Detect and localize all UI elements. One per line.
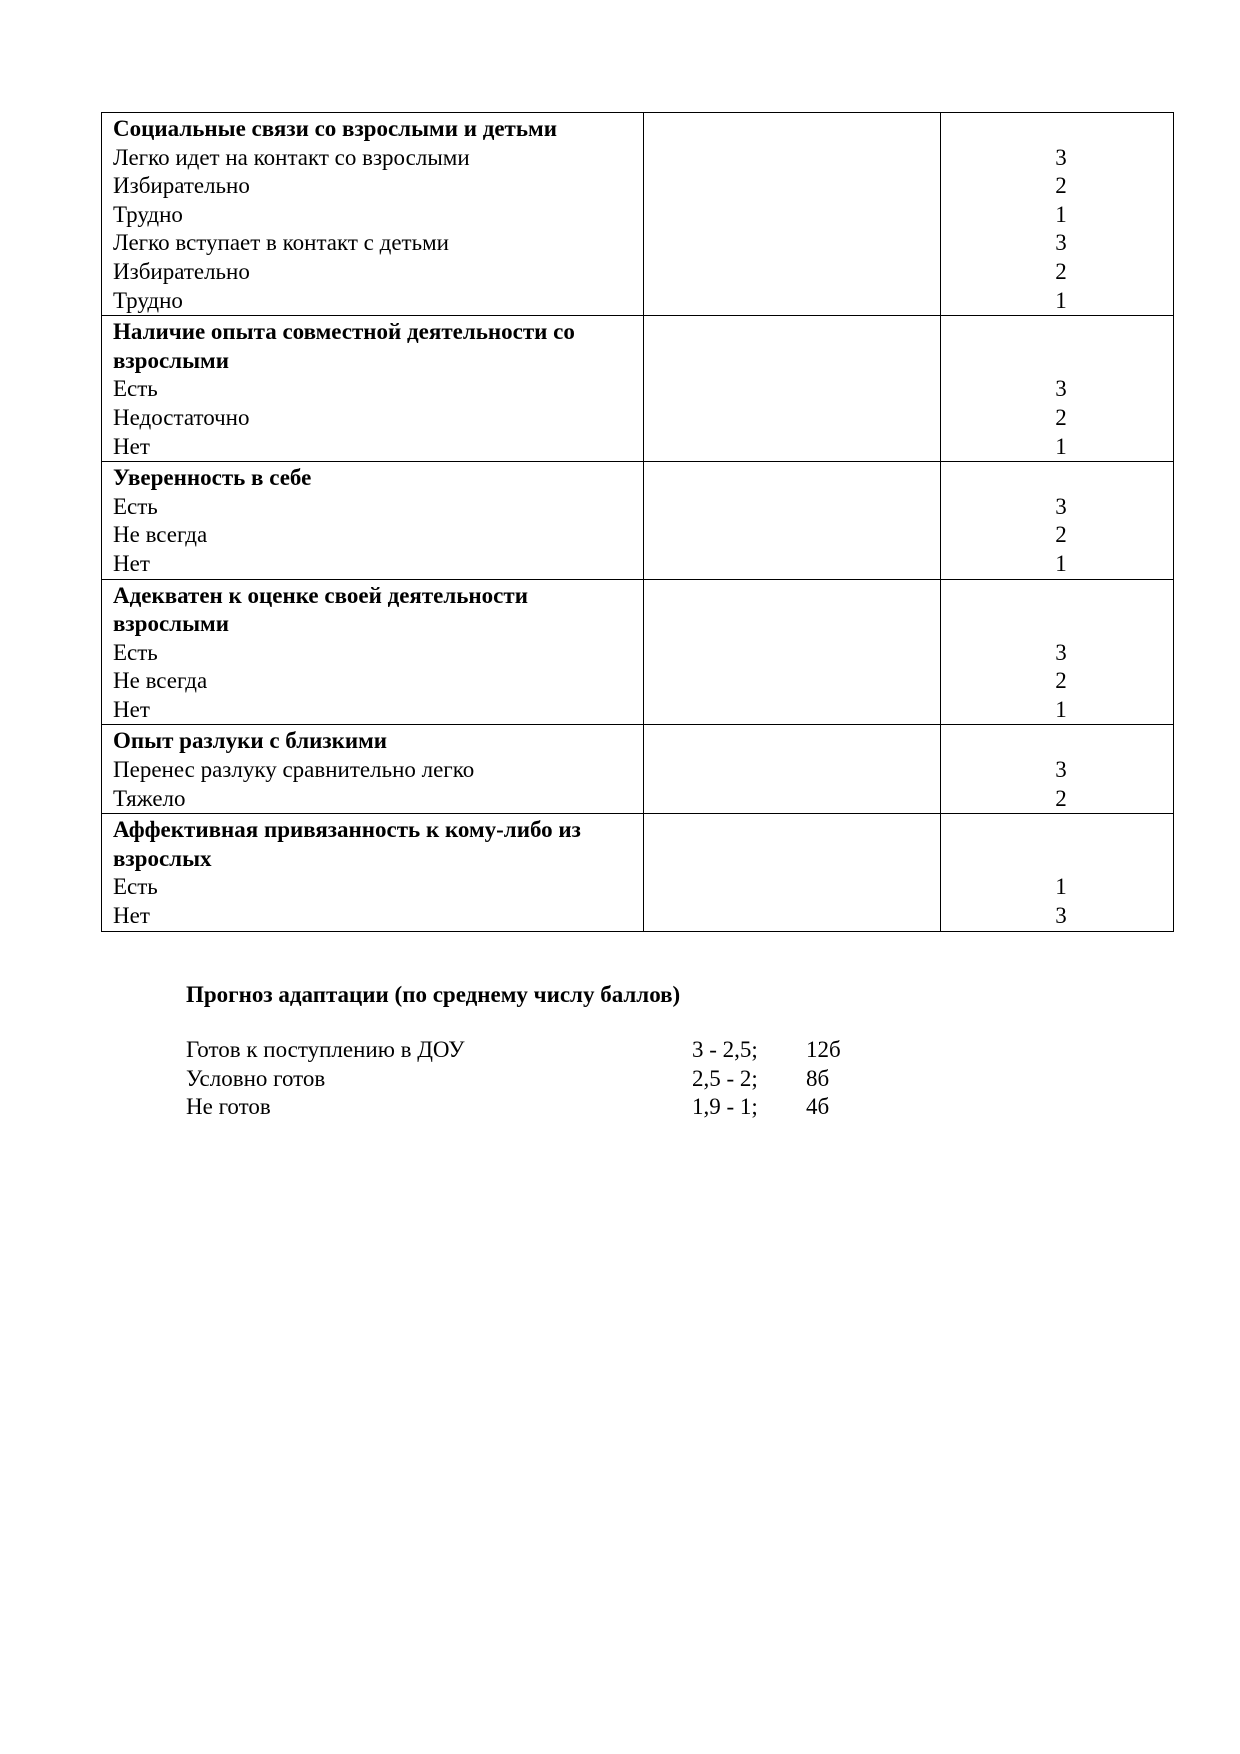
- empty-cell: [644, 579, 941, 725]
- option-label: Есть: [113, 874, 158, 900]
- criterion-row: [102, 725, 1174, 814]
- forecast-label: Не готов: [186, 1094, 271, 1120]
- option-label: Тяжело: [113, 785, 186, 811]
- criterion-heading: Аффективная привязанность к кому-либо из взрослых: [113, 817, 581, 871]
- option-score: 1: [1055, 696, 1067, 722]
- forecast-range: 2,5 - 2;: [692, 1065, 758, 1091]
- criterion-heading: Опыт разлуки с близкими: [113, 728, 388, 754]
- option-score: 3: [1055, 903, 1067, 929]
- score-cell: [941, 725, 1174, 814]
- adaptation-criteria-table: [101, 112, 1174, 932]
- criterion-row: [102, 814, 1174, 931]
- option-score: 2: [1055, 404, 1067, 430]
- forecast-list: [186, 1036, 1086, 1122]
- adaptation-forecast: [186, 980, 1086, 1122]
- empty-cell: [644, 316, 941, 462]
- option-score: 2: [1055, 522, 1067, 548]
- score-spacer: [941, 582, 1173, 611]
- option-score: 3: [1055, 493, 1067, 519]
- option-label: Легко идет на контакт со взрослыми: [113, 144, 470, 170]
- score-spacer: [941, 347, 1173, 376]
- option-label: Есть: [113, 639, 158, 665]
- score-spacer: [941, 610, 1173, 639]
- forecast-label: Готов к поступлению в ДОУ: [186, 1037, 465, 1062]
- criterion-text-cell: [102, 725, 644, 814]
- option-label: Нет: [113, 550, 150, 576]
- option-label: Не всегда: [113, 522, 208, 548]
- forecast-title: Прогноз адаптации (по среднему числу баллов): [186, 982, 681, 1007]
- score-cell: [941, 814, 1174, 931]
- score-cell: [941, 316, 1174, 462]
- forecast-row: [186, 1065, 1086, 1094]
- option-label: Не всегда: [113, 668, 208, 694]
- option-score: 2: [1055, 668, 1067, 694]
- empty-cell: [644, 113, 941, 316]
- criterion-heading: Социальные связи со взрослыми и детьми: [113, 116, 557, 141]
- option-label: Трудно: [113, 287, 183, 313]
- forecast-points: 4б: [806, 1094, 830, 1120]
- option-score: 2: [1055, 258, 1067, 284]
- option-label: Нет: [113, 903, 150, 929]
- criterion-row: [102, 579, 1174, 725]
- forecast-points: 8б: [806, 1065, 830, 1091]
- score-spacer: [941, 727, 1173, 756]
- criterion-row: [102, 316, 1174, 462]
- score-spacer: [941, 115, 1173, 144]
- option-score: 3: [1055, 144, 1067, 170]
- empty-cell: [644, 814, 941, 931]
- criterion-row: [102, 462, 1174, 579]
- forecast-row: [186, 1093, 1086, 1122]
- option-label: Нет: [113, 696, 150, 722]
- option-label: Легко вступает в контакт с детьми: [113, 230, 449, 256]
- option-score: 1: [1055, 287, 1067, 313]
- option-label: Нет: [113, 433, 150, 459]
- criterion-text-cell: [102, 316, 644, 462]
- empty-cell: [644, 725, 941, 814]
- score-cell: [941, 462, 1174, 579]
- option-label: Избирательно: [113, 173, 250, 199]
- forecast-range: 1,9 - 1;: [692, 1094, 758, 1120]
- option-label: Есть: [113, 493, 158, 519]
- empty-cell: [644, 462, 941, 579]
- option-score: 1: [1055, 874, 1067, 900]
- forecast-range: 3 - 2,5;: [692, 1037, 758, 1062]
- criterion-row: [102, 113, 1174, 316]
- option-score: 2: [1055, 173, 1067, 199]
- option-score: 3: [1055, 639, 1067, 665]
- forecast-label: Условно готов: [186, 1065, 326, 1091]
- option-score: 3: [1055, 376, 1067, 402]
- criterion-text-cell: [102, 113, 644, 316]
- option-score: 3: [1055, 757, 1067, 783]
- criterion-heading: Адекватен к оценке своей деятельности взрослыми: [113, 582, 528, 637]
- option-label: Есть: [113, 376, 158, 402]
- option-label: Перенес разлуку сравнительно легко: [113, 757, 475, 783]
- criterion-text-cell: [102, 579, 644, 725]
- option-score: 3: [1055, 230, 1067, 256]
- score-spacer: [941, 845, 1173, 874]
- option-label: Избирательно: [113, 258, 250, 284]
- criterion-text-cell: [102, 814, 644, 931]
- option-score: 1: [1055, 550, 1067, 576]
- option-score: 2: [1055, 785, 1067, 811]
- option-label: Недостаточно: [113, 404, 250, 430]
- score-spacer: [941, 816, 1173, 845]
- option-score: 1: [1055, 433, 1067, 459]
- score-spacer: [941, 318, 1173, 347]
- forecast-points: 12б: [806, 1037, 841, 1062]
- criterion-heading: Наличие опыта совместной деятельности со взрослыми: [113, 319, 575, 373]
- criterion-text-cell: [102, 462, 644, 579]
- option-label: Трудно: [113, 201, 183, 227]
- option-score: 1: [1055, 201, 1067, 227]
- score-spacer: [941, 464, 1173, 493]
- score-cell: [941, 113, 1174, 316]
- forecast-row: [186, 1036, 1086, 1065]
- score-cell: [941, 579, 1174, 725]
- criterion-heading: Уверенность в себе: [113, 465, 312, 491]
